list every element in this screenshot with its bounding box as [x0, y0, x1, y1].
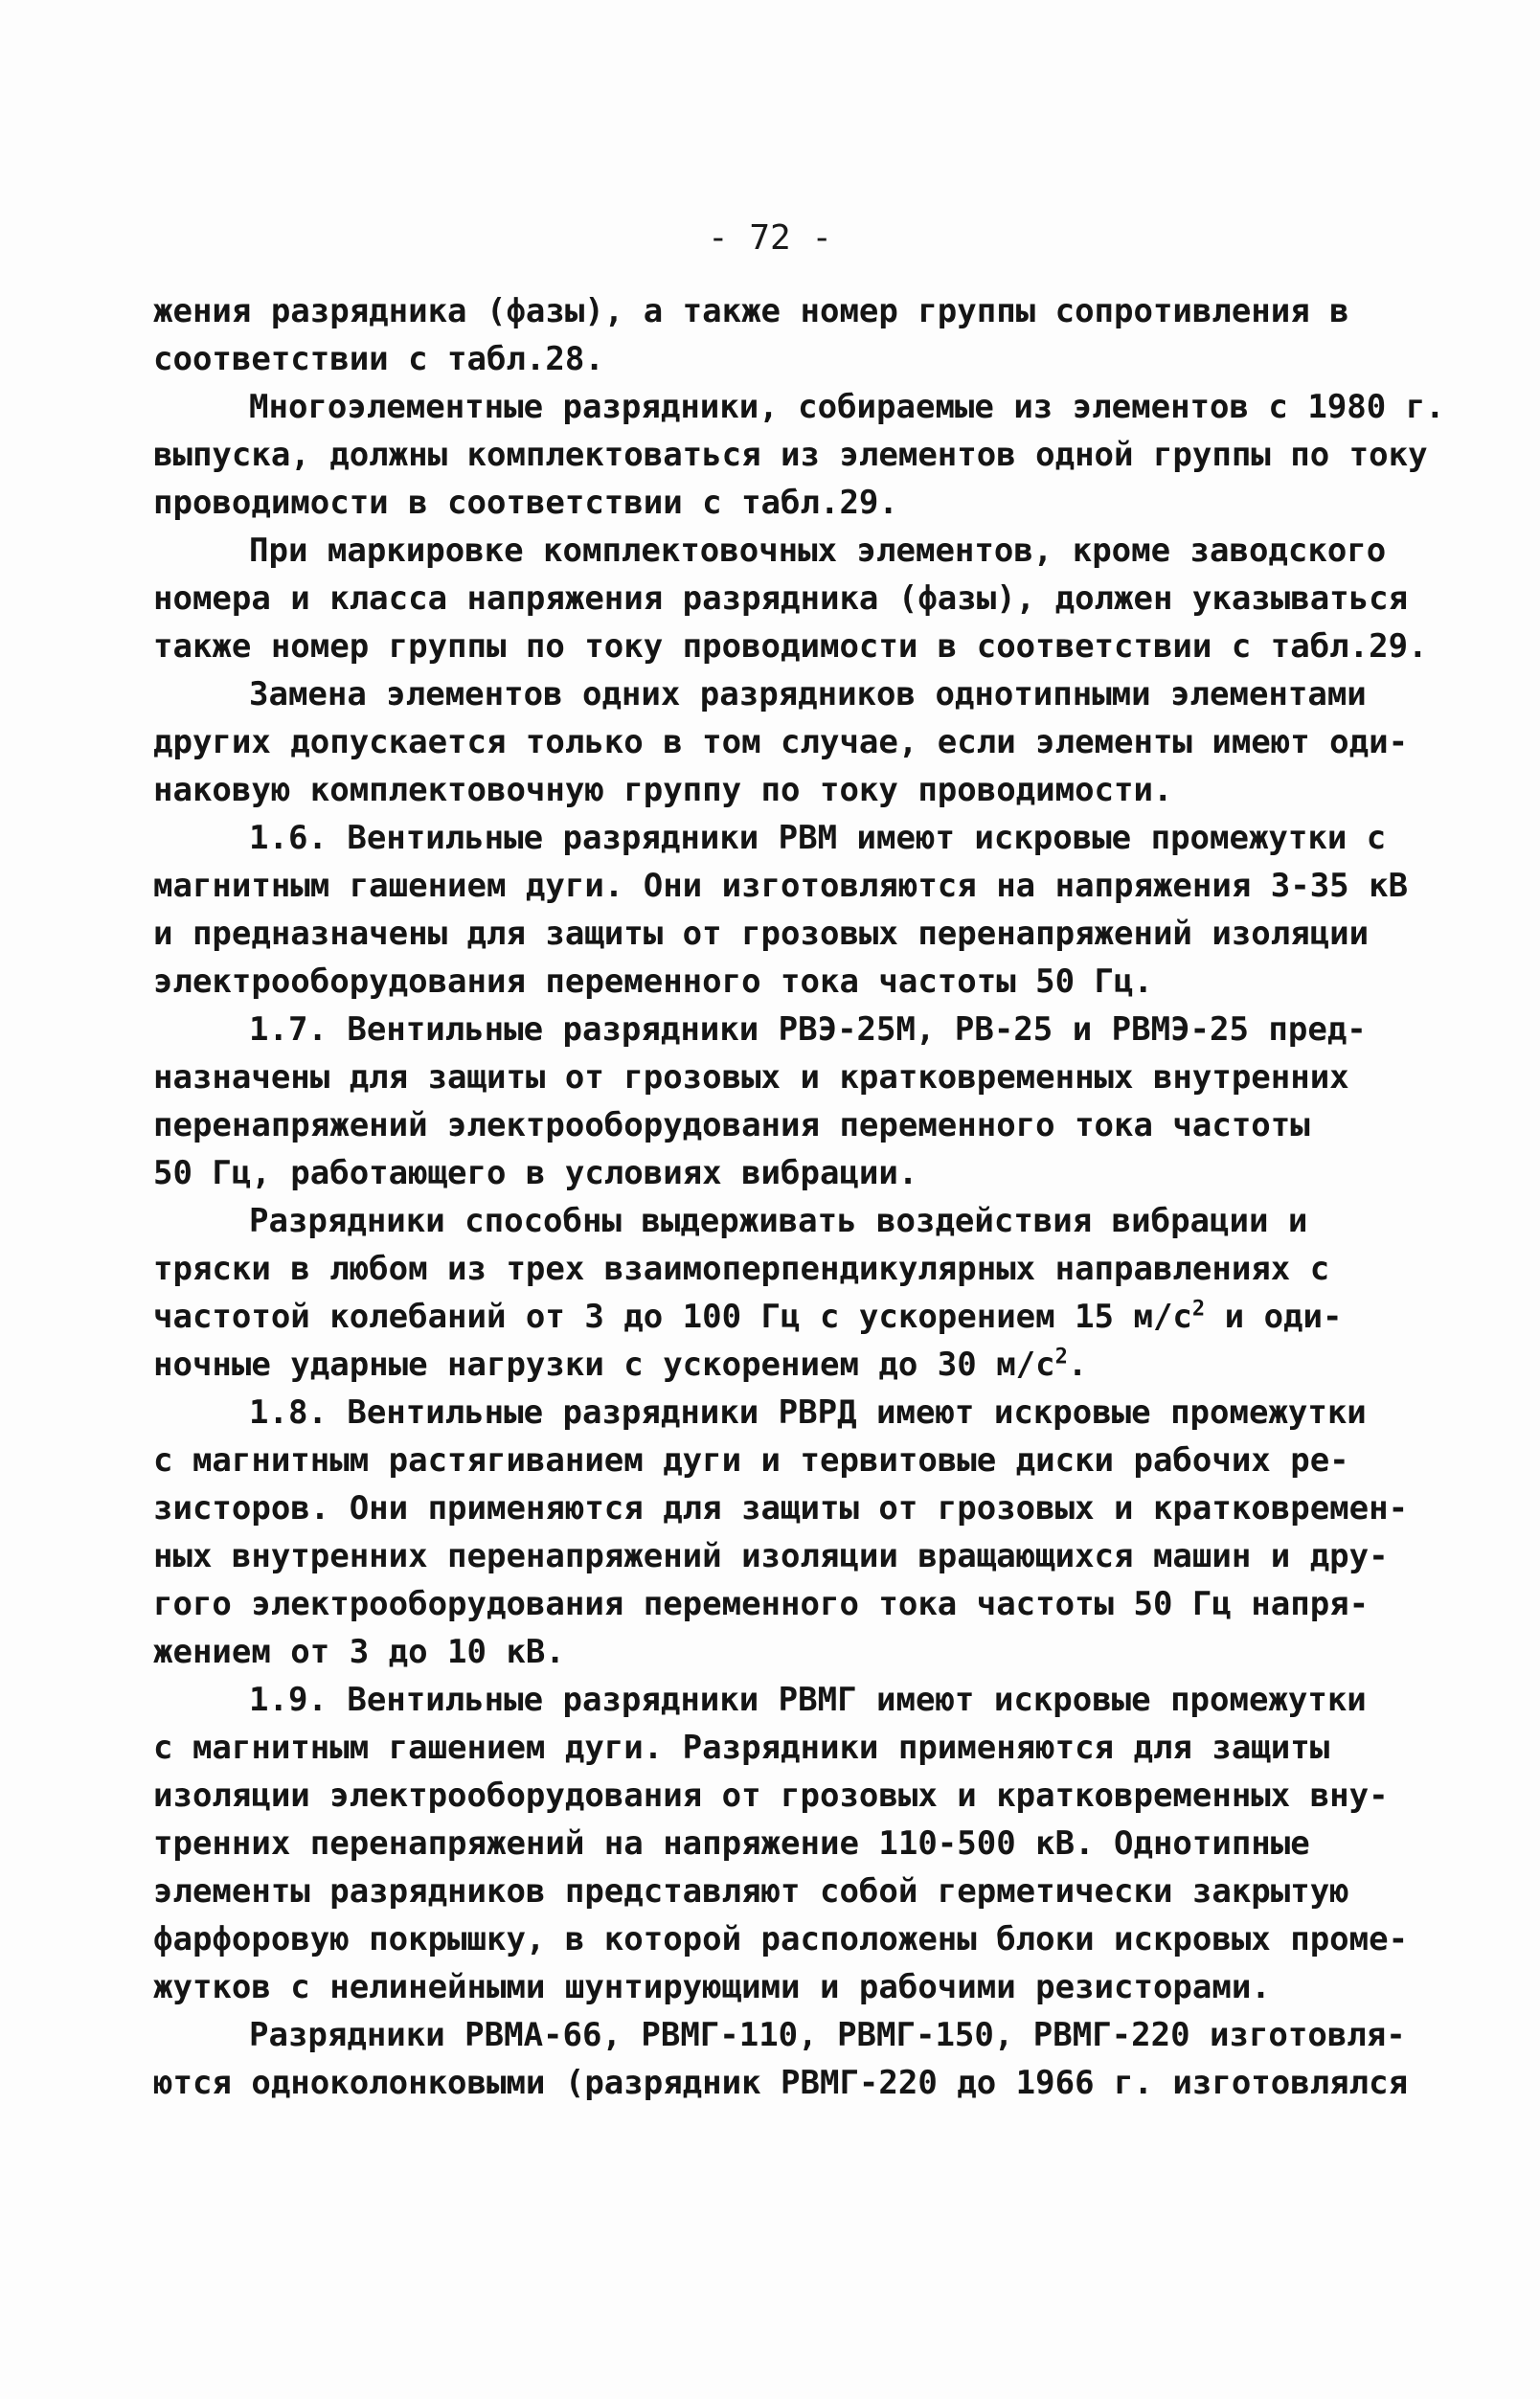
text-line [153, 383, 1445, 431]
text-line [153, 1580, 1417, 1628]
text-line [153, 287, 1417, 335]
text-line-content: магнитным гашением дуги. Они изготовляются на напряжения 3-35 кВ [153, 867, 1409, 905]
text-line-content: 50 Гц, работающего в условиях вибрации. [153, 1154, 918, 1192]
text-line [153, 1149, 1417, 1197]
text-line [153, 1484, 1417, 1532]
text-line-content: соответствии с табл.28. [153, 340, 604, 378]
text-line [153, 1101, 1417, 1149]
text-line [153, 862, 1417, 910]
text-line [153, 479, 1417, 527]
text-line [153, 1006, 1417, 1053]
text-line [153, 1053, 1417, 1101]
text-line [153, 2059, 1417, 2107]
superscript: 2 [1054, 1345, 1068, 1369]
text-line [153, 1197, 1417, 1245]
text-line [153, 527, 1417, 575]
text-line [153, 1628, 1417, 1676]
text-line-content: 1.8. Вентильные разрядники РВРД имеют искровые промежутки [249, 1393, 1367, 1432]
text-line-content: номера и класса напряжения разрядника (фазы), должен указываться [153, 579, 1409, 618]
text-line-content: наковую комплектовочную группу по току проводимости. [153, 771, 1173, 809]
text-line-content: фарфоровую покрышку, в которой расположены блоки искровых проме- [153, 1920, 1409, 1958]
text-line-content: жения разрядника (фазы), а также номер группы сопротивления в [153, 292, 1349, 330]
text-line-content: перенапряжений электрооборудования переменного тока частоты [153, 1106, 1310, 1144]
text-line-content: выпуска, должны комплектоваться из элементов одной группы по току [153, 436, 1428, 474]
text-line [153, 1341, 1417, 1389]
text-line-content: с магнитным гашением дуги. Разрядники применяются для защиты [153, 1729, 1330, 1767]
text-line [153, 1532, 1417, 1580]
text-line [153, 335, 1417, 383]
text-line-content: тряски в любом из трех взаимоперпендикулярных направлениях с [153, 1250, 1330, 1288]
text-line-content: проводимости в соответствии с табл.29. [153, 484, 898, 522]
text-line-content: элементы разрядников представляют собой герметически закрытую [153, 1872, 1349, 1911]
text-line [153, 1437, 1417, 1484]
text-line-content: зисторов. Они применяются для защиты от грозовых и кратковремен- [153, 1489, 1409, 1528]
text-line-content: также номер группы по току проводимости в соответствии с табл.29. [153, 627, 1428, 666]
text-line [153, 431, 1428, 479]
text-line-content: При маркировке комплектовочных элементов, кроме заводского [249, 532, 1387, 570]
text-line-content: частотой колебаний от 3 до 100 Гц с ускорением 15 м/с [153, 1298, 1192, 1336]
text-line-content: 1.6. Вентильные разрядники РВМ имеют искровые промежутки с [249, 819, 1387, 857]
superscript: 2 [1191, 1297, 1206, 1322]
text-line-content: и предназначены для защиты от грозовых перенапряжений изоляции [153, 915, 1370, 953]
page-number: - 72 - [707, 218, 833, 258]
text-line [153, 910, 1417, 958]
text-line-content: с магнитным растягиванием дуги и тервитовые диски рабочих ре- [153, 1441, 1349, 1480]
text-line-content: других допускается только в том случае, если элементы имеют оди- [153, 723, 1409, 761]
text-line [153, 1676, 1417, 1724]
text-line [153, 766, 1417, 814]
text-line-tail: . [1067, 1346, 1088, 1384]
text-line [153, 814, 1417, 862]
text-line-content: ных внутренних перенапряжений изоляции вращающихся машин и дру- [153, 1537, 1389, 1575]
text-line [153, 670, 1417, 718]
text-line-content: ночные ударные нагрузки с ускорением до 30 м/с [153, 1346, 1055, 1384]
text-line [153, 958, 1417, 1006]
text-line [153, 1245, 1417, 1293]
text-line-content: тренних перенапряжений на напряжение 110-500 кВ. Однотипные [153, 1824, 1310, 1863]
text-line-content: Многоэлементные разрядники, собираемые из элементов с 1980 г. [249, 388, 1445, 426]
text-line [153, 1963, 1417, 2011]
text-line-content: 1.7. Вентильные разрядники РВЭ-25М, РВ-25 и РВМЭ-25 пред- [249, 1010, 1367, 1049]
text-line-content: жением от 3 до 10 кВ. [153, 1633, 565, 1671]
text-line [153, 1820, 1417, 1867]
text-line [153, 1867, 1417, 1915]
text-line-content: назначены для защиты от грозовых и кратковременных внутренних [153, 1058, 1349, 1097]
body-text [153, 287, 1445, 2107]
text-line [153, 1724, 1417, 1772]
text-line-content: гого электрооборудования переменного тока частоты 50 Гц напря- [153, 1585, 1370, 1623]
text-line-content: Разрядники РВМА-66, РВМГ-110, РВМГ-150, РВМГ-220 изготовля- [249, 2016, 1406, 2054]
text-line [153, 1293, 1417, 1341]
text-line [153, 575, 1417, 622]
text-line-tail: и оди- [1205, 1298, 1343, 1336]
text-line-content: изоляции электрооборудования от грозовых и кратковременных вну- [153, 1777, 1389, 1815]
text-line [153, 718, 1417, 766]
text-line-content: Замена элементов одних разрядников однотипными элементами [249, 675, 1367, 713]
text-line-content: электрооборудования переменного тока частоты 50 Гц. [153, 962, 1153, 1001]
text-line-content: 1.9. Вентильные разрядники РВМГ имеют искровые промежутки [249, 1681, 1367, 1719]
text-line-content: Разрядники способны выдерживать воздействия вибрации и [249, 1202, 1308, 1240]
text-line [153, 1389, 1417, 1437]
text-line-content: жутков с нелинейными шунтирующими и рабочими резисторами. [153, 1968, 1271, 2006]
text-line [153, 622, 1428, 670]
text-line [153, 2011, 1417, 2059]
text-line [153, 1915, 1417, 1963]
text-line-content: ются одноколонковыми (разрядник РВМГ-220 до 1966 г. изготовлялся [153, 2064, 1409, 2102]
text-line [153, 1772, 1417, 1820]
